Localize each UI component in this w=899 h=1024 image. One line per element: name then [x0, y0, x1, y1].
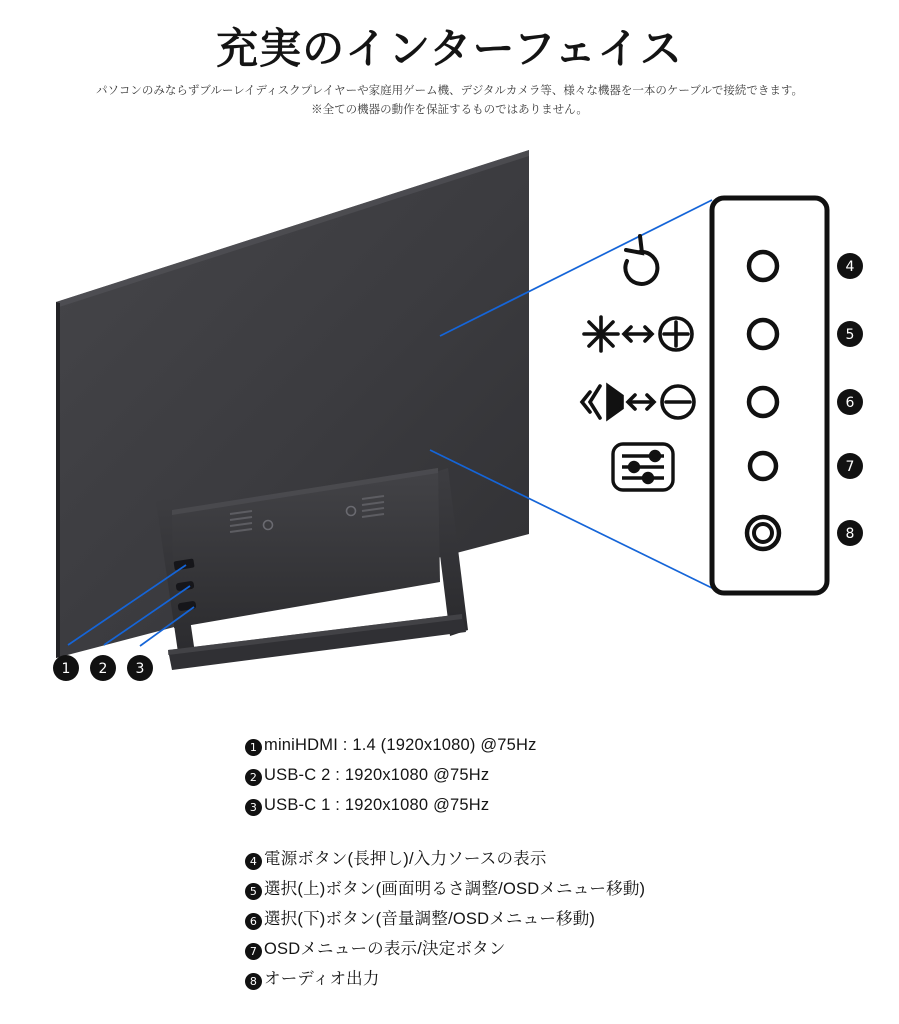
- legend-item-button-4: [245, 844, 865, 874]
- legend-badge-7: 7: [245, 943, 262, 960]
- osd-menu-icon: [613, 444, 673, 490]
- legend-label-2: USB-C 2 : 1920x1080 @75Hz: [264, 766, 490, 784]
- legend-item-button-5: [245, 874, 865, 904]
- legend-item-port-3: [245, 790, 865, 820]
- svg-text:4: 4: [845, 259, 855, 275]
- legend-badge-2: 2: [245, 769, 262, 786]
- page-title: 充実のインターフェイス: [216, 25, 683, 72]
- legend-item-port-1: [245, 730, 865, 760]
- legend-label-5: 選択(上)ボタン(画面明るさ調整/OSDメニュー移動): [264, 880, 646, 898]
- legend-badge-8: 8: [245, 973, 262, 990]
- legend-badge-1: 1: [245, 739, 262, 756]
- callout-badge-7: [837, 453, 863, 479]
- subtitle-line-2: ※全ての機器の動作を保証するものではありません。: [311, 104, 588, 116]
- legend-badge-5: 5: [245, 883, 262, 900]
- callout-badge-8: [837, 520, 863, 546]
- legend-label-8: オーディオ出力: [264, 970, 380, 988]
- button-callout-badges: [837, 253, 863, 546]
- legend-badge-3: 3: [245, 799, 262, 816]
- volume-minus-icon: [582, 386, 694, 418]
- legend-label-1: miniHDMI : 1.4 (1920x1080) @75Hz: [264, 736, 537, 754]
- svg-text:1: 1: [61, 661, 71, 677]
- legend-item-button-8: [245, 964, 865, 994]
- brightness-plus-icon: [584, 317, 692, 351]
- legend-badge-4: 4: [245, 853, 262, 870]
- callout-badge-6: [837, 389, 863, 415]
- callout-badge-3: [127, 655, 153, 681]
- callout-badge-5: [837, 321, 863, 347]
- svg-text:6: 6: [845, 395, 855, 411]
- svg-text:7: 7: [845, 459, 855, 475]
- legend-badge-6: 6: [245, 913, 262, 930]
- callout-badge-4: [837, 253, 863, 279]
- power-icon: [625, 236, 657, 284]
- svg-text:5: 5: [845, 327, 855, 343]
- legend-label-6: 選択(下)ボタン(音量調整/OSDメニュー移動): [264, 910, 596, 928]
- legend-item-button-7: [245, 934, 865, 964]
- legend-label-7: OSDメニューの表示/決定ボタン: [264, 940, 506, 958]
- svg-text:8: 8: [845, 526, 855, 542]
- callout-badge-1: [53, 655, 79, 681]
- legend-item-button-6: [245, 904, 865, 934]
- svg-text:3: 3: [135, 661, 145, 677]
- legend-label-3: USB-C 1 : 1920x1080 @75Hz: [264, 796, 490, 814]
- legend-list: [245, 730, 865, 994]
- port-callout-badges: [53, 655, 153, 681]
- legend-label-4: 電源ボタン(長押し)/入力ソースの表示: [264, 850, 547, 868]
- page-subtitle: [0, 82, 899, 120]
- callout-badge-2: [90, 655, 116, 681]
- button-panel-diagram: [582, 198, 863, 593]
- svg-text:2: 2: [98, 661, 108, 677]
- legend-item-port-2: [245, 760, 865, 790]
- monitor-illustration: [0, 130, 899, 700]
- subtitle-line-1: パソコンのみならずブルーレイディスクプレイヤーや家庭用ゲーム機、デジタルカメラ等、様々な機器を一本のケーブルで接続できます。: [96, 85, 803, 97]
